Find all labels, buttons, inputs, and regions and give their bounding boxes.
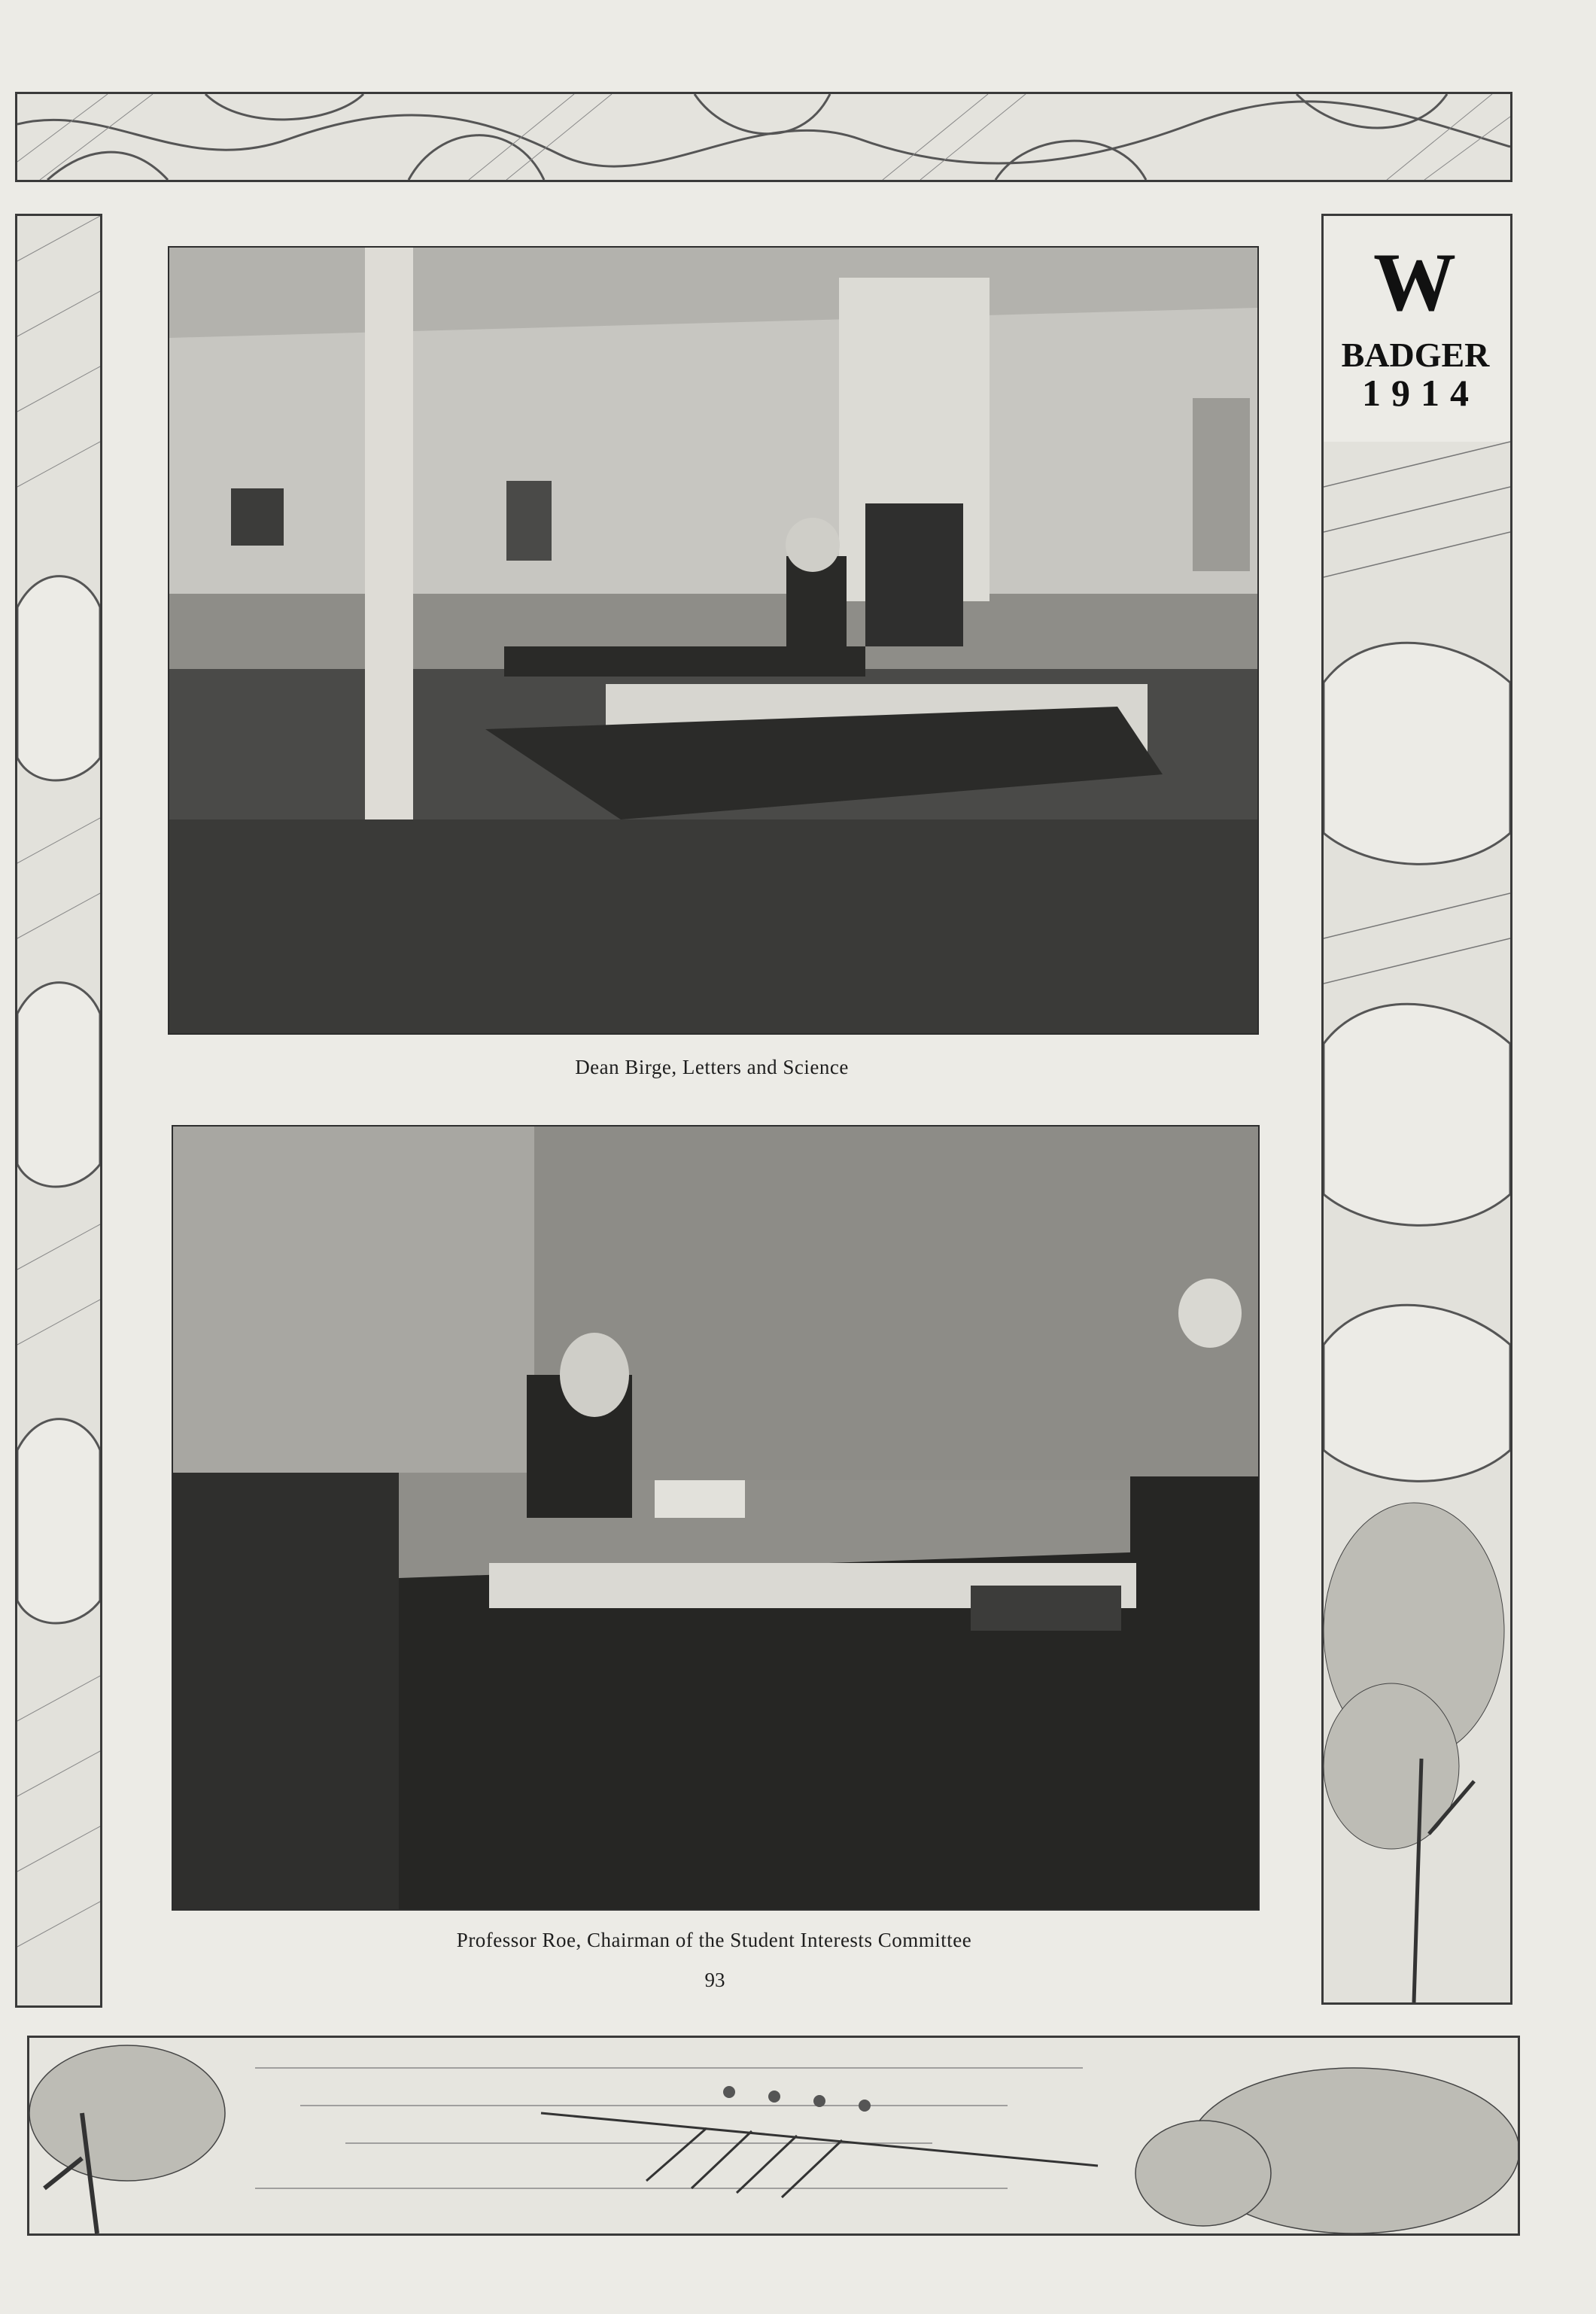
cloud-pattern-icon [1324,216,1510,2002]
page-number: 93 [704,1969,725,1991]
rowing-crew-icon [29,2038,1518,2233]
office-photo-professor-roe [172,1125,1260,1911]
bottom-decorative-border [27,2036,1520,2236]
office-photo-dean-birge [168,246,1259,1035]
left-decorative-border [15,214,102,2008]
masthead-year: 1914 [1362,372,1479,415]
cloud-pattern-icon [17,94,1510,180]
photo-caption: Professor Roe, Chairman of the Student Interests Committee [456,1929,972,1951]
top-decorative-border [15,92,1512,182]
office-photo-image [169,248,1257,1033]
masthead-title: BADGER [1341,336,1490,374]
masthead [1323,236,1508,415]
office-photo-image [173,1127,1258,1909]
right-decorative-border [1321,214,1512,2005]
masthead-letter: W [1373,236,1458,328]
cloud-pattern-icon [17,216,100,2005]
photo-caption: Dean Birge, Letters and Science [575,1056,849,1078]
